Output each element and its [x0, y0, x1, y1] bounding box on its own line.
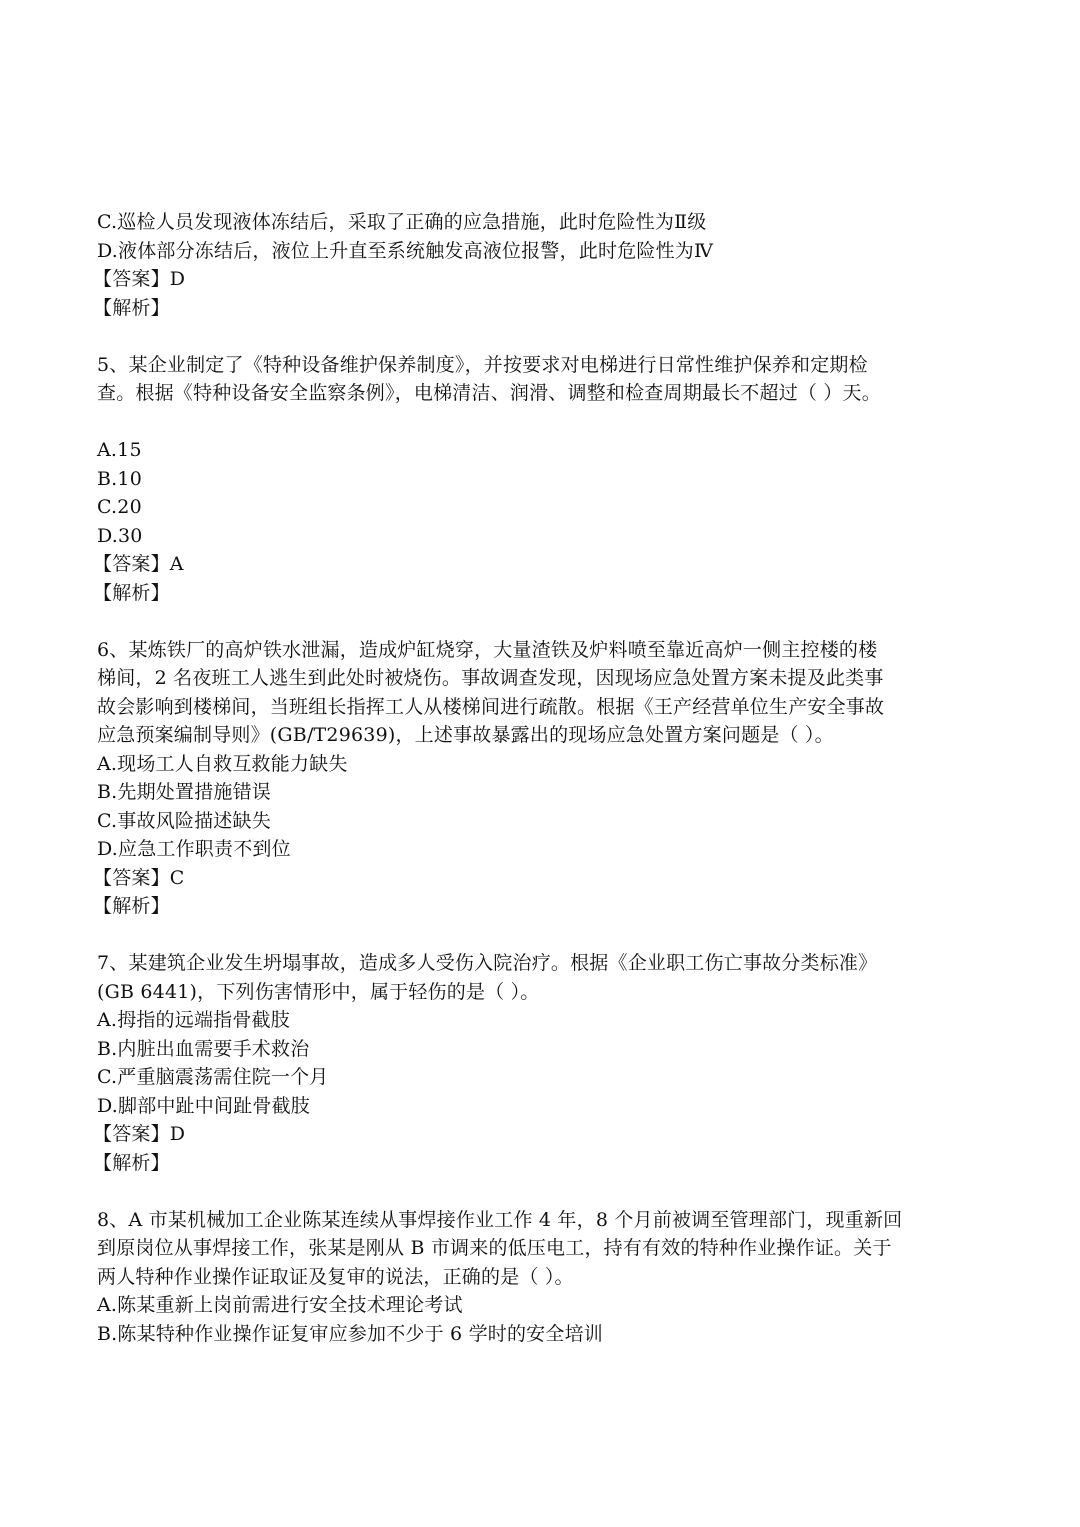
q6-stem-line: 应急预案编制导则》(GB/T29639)，上述事故暴露出的现场应急处置方案问题是（ ）。 [97, 724, 834, 746]
q7-analysis: 【解析】 [93, 1151, 170, 1174]
q7-stem-line: (GB 6441)，下列伤害情形中，属于轻伤的是（ ）。 [97, 980, 540, 1003]
q4-analysis: 【解析】 [93, 296, 170, 319]
q6-answer: 【答案】C [93, 866, 185, 889]
q7-option-d: D.脚部中趾中间趾骨截肢 [97, 1094, 310, 1117]
q5-option-a: A.15 [97, 439, 142, 461]
q5-stem-line: 查。根据《特种设备安全监察条例》，电梯清洁、润滑、调整和检查周期最长不超过（ ）天。 [97, 382, 881, 404]
q7-stem-line: 7、某建筑企业发生坍塌事故，造成多人受伤入院治疗。根据《企业职工伤亡事故分类标准》 [97, 952, 878, 974]
q6-option-a: A.现场工人自救互救能力缺失 [97, 752, 348, 775]
document-body [93, 208, 997, 1348]
q8-option-a: A.陈某重新上岗前需进行安全技术理论考试 [97, 1294, 463, 1316]
q5-option-d: D.30 [97, 524, 143, 547]
q5-stem-line: 5、某企业制定了《特种设备维护保养制度》，并按要求对电梯进行日常性维护保养和定期检 [97, 353, 868, 376]
q7-answer: 【答案】D [93, 1123, 186, 1145]
q8-option-b: B.陈某特种作业操作证复审应参加不少于 6 学时的安全培训 [97, 1322, 603, 1345]
q4-option-c: C.巡检人员发现液体冻结后，采取了正确的应急措施，此时危险性为Ⅱ级 [97, 211, 707, 233]
question-8 [97, 1206, 997, 1349]
q6-option-d: D.应急工作职责不到位 [97, 838, 291, 860]
spacer [97, 1177, 997, 1206]
q6-stem-line: 6、某炼铁厂的高炉铁水泄漏，造成炉缸烧穿，大量渣铁及炉料喷至靠近高炉一侧主控楼的楼 [97, 638, 878, 661]
q8-stem-line: 到原岗位从事焊接工作，张某是刚从 B 市调来的低压电工，持有有效的特种作业操作证。关于 [97, 1237, 892, 1259]
q6-option-c: C.事故风险描述缺失 [97, 809, 271, 832]
spacer [97, 921, 997, 950]
spacer [97, 607, 997, 636]
q7-option-b: B.内脏出血需要手术救治 [97, 1037, 310, 1060]
question-7 [93, 949, 997, 1177]
q6-option-b: B.先期处置措施错误 [97, 781, 272, 803]
question-6 [93, 636, 997, 921]
spacer [97, 408, 997, 437]
q5-answer: 【答案】A [93, 553, 184, 575]
q5-option-c: C.20 [97, 496, 142, 518]
q4-answer: 【答案】D [93, 268, 186, 290]
q6-stem-line: 故会影响到楼梯间，当班组长指挥工人从楼梯间进行疏散。根据《王产经营单位生产安全事故 [97, 695, 885, 718]
spacer [97, 322, 997, 351]
q5-analysis: 【解析】 [93, 581, 170, 604]
q6-analysis: 【解析】 [93, 895, 170, 917]
q8-stem-line: 8、A 市某机械加工企业陈某连续从事焊接作业工作 4 年，8 个月前被调至管理部门，现重新回 [97, 1208, 903, 1231]
q5-option-b: B.10 [97, 467, 142, 490]
q7-option-a: A.拇指的远端指骨截肢 [97, 1009, 290, 1031]
q6-stem-line: 梯间，2 名夜班工人逃生到此处时被烧伤。事故调查发现，因现场应急处置方案未提及此类事 [97, 667, 884, 689]
q7-option-c: C.严重脑震荡需住院一个月 [97, 1066, 329, 1088]
question-4-tail [93, 208, 997, 322]
q4-option-d: D.液体部分冻结后，液位上升直至系统触发高液位报警，此时危险性为Ⅳ [97, 239, 714, 262]
question-5 [93, 351, 997, 608]
q8-stem-line: 两人特种作业操作证取证及复审的说法，正确的是（ ）。 [97, 1265, 574, 1288]
